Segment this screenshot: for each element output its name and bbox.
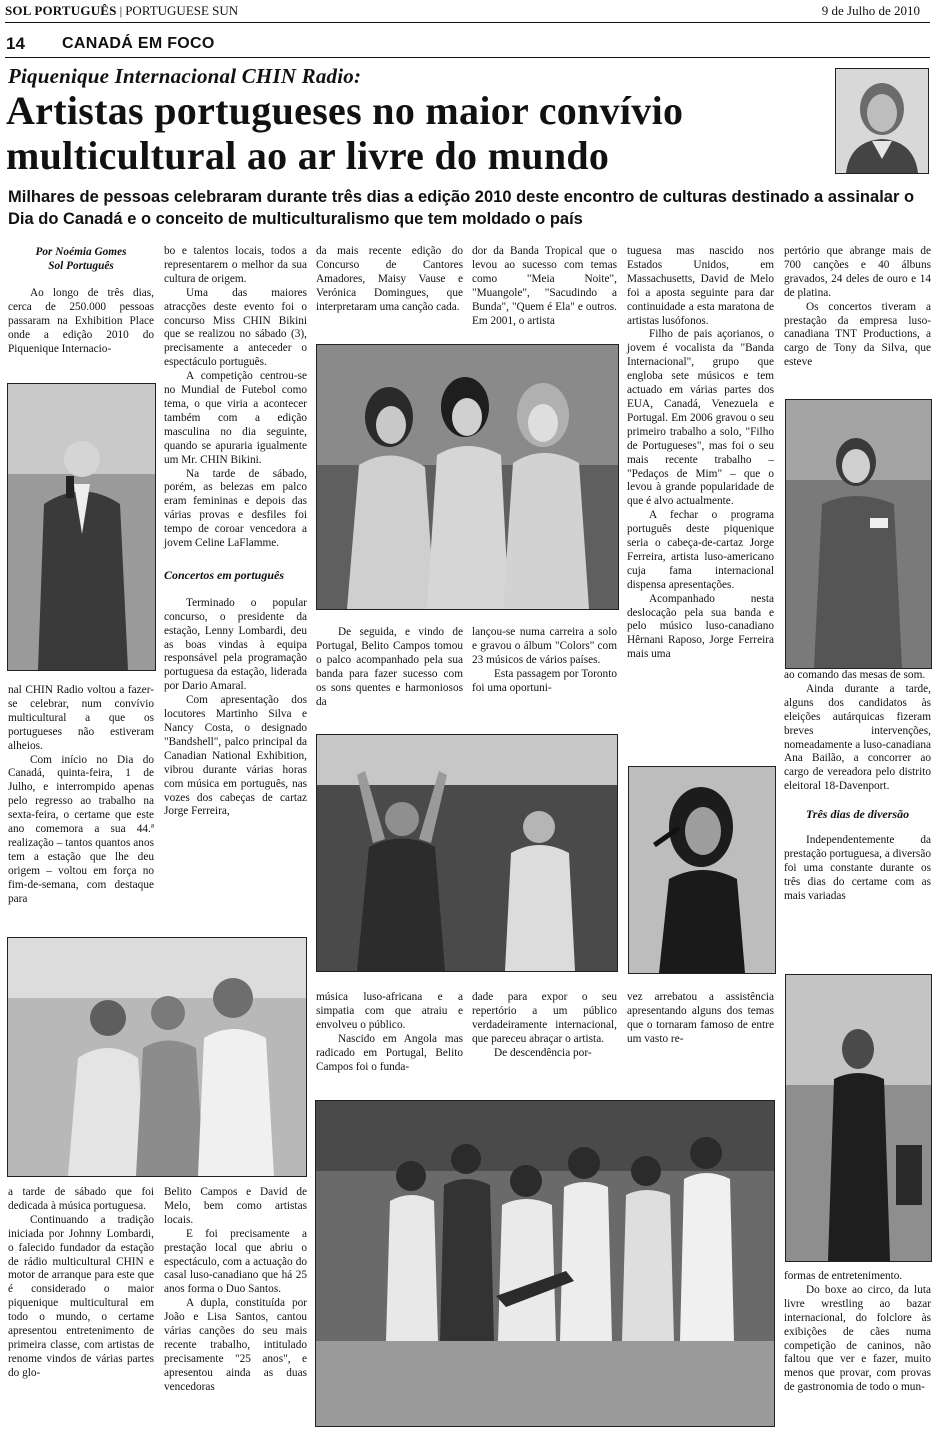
page-number: 14 [6, 34, 25, 53]
photo-band-on-stage [315, 1100, 775, 1427]
paragraph: De descendência por- [494, 1046, 592, 1059]
publication-name-en: PORTUGUESE SUN [125, 3, 239, 18]
paragraph: Na tarde de sábado, porém, as belezas em palco eram femininas e depois das várias provas e desfiles foi tempo de coroar vencedora a jovem Celine LaFlamme. [164, 467, 307, 550]
paragraph: ao comando das mesas de som. [784, 669, 926, 681]
paragraph: formas de entretenimento. [784, 1270, 903, 1282]
paragraph: Ao longo de três dias, cerca de 250.000 pessoas passaram na Exhibition Place onde a edição 2010 do Piquenique Internacio- [8, 287, 154, 355]
paragraph: vez arrebatou a assistência apresentando alguns dos temas que o tornaram famoso de entre um vasto re- [627, 991, 774, 1045]
paragraph: tuguesa mas nascido nos Estados Unidos, em Massachusetts, David de Melo foi a aposta seguinte para dar continuidade a esta maratona de artistas lusófonos. [627, 245, 774, 327]
photo-presenter [7, 383, 156, 671]
paragraph: Nascido em Angola mas radicado em Portugal, Belito Campos foi o funda- [316, 1032, 463, 1073]
paragraph: De seguida, e vindo de Portugal, Belito Campos tomou o palco acompanhado pela sua banda para fazer sucesso com os sons quentes e harmoniosos da [316, 626, 463, 708]
paragraph: Belito Campos e David de Melo, bem como artistas locais. [164, 1186, 307, 1226]
column-2-bottom [164, 1186, 307, 1395]
paragraph: Com apresentação dos locutores Martinho Silva e Nancy Costa, o designado "Bandshell", palco principal da Canadian National Exhibition, vibrou durante várias horas com música em português, nas vozes dos cabeças de cartaz Jorge Ferreira, [164, 694, 307, 818]
paragraph: Continuando a tradição iniciada por Johnny Lombardi, o falecido fundador da estação de rádio multicultural CHIN e motor de arranque para este que é considerado o maior piquenique multicultural em todo o mundo, o certame apresentou entretenimento de primeira classe, com artistas de renome vindos de várias partes do glo- [8, 1213, 154, 1379]
photo-bikini-contest [316, 344, 619, 610]
column-3-top [316, 245, 463, 315]
column-5-bottom [627, 991, 774, 1047]
column-3-middle [316, 626, 463, 709]
paragraph: Ainda durante a tarde, alguns dos candidatos às eleições autárquicas fizeram breves intervenções, nomeadamente a luso-canadiana Ana Bailão, a concorrer ao cargo de vereadora pelo distrito eleitoral 18-Davenport. [784, 682, 931, 793]
header-separator: | [119, 3, 123, 18]
author-portrait [835, 68, 929, 174]
column-3-bottom [316, 991, 463, 1074]
publication-name: SOL PORTUGUÊS [5, 3, 117, 18]
section-title: CANADÁ EM FOCO [62, 35, 215, 52]
photo-singer-curly-hair [628, 766, 776, 974]
column-4-top [472, 245, 617, 328]
paragraph: Do boxe ao circo, da luta livre wrestling ao bazar internacional, do folclore às exibições de cães numa competição de caninos, não faltou que ver e fazer, muito menos que provar, com provas de gastronomia de todo o mun- [784, 1283, 931, 1394]
paragraph: A dupla, constituída por João e Lisa Santos, cantou várias canções do seu mais recente trabalho, intitulado precisamente "25 anos", e apresentou ainda as duas vencedoras [164, 1297, 307, 1393]
photo-young-singer [785, 974, 932, 1262]
column-1-bottom [8, 1186, 154, 1381]
paragraph: A competição centrou-se no Mundial de Futebol como tema, o que viria a acontecer também com a edição masculina no dia seguinte, quando se apuraria igualmente um Mr. CHIN Bikini. [164, 370, 307, 466]
paragraph: Filho de pais açorianos, o jovem é vocalista da "Banda Internacional", grupo que engloba sete músicos e tem actuado em várias partes dos EUA, Canadá, Venezuela e Portugal. Em 2006 gravou o seu primeiro trabalho a solo, "Filho de Portugueses", mas foi o seu mais recente trabalho – "Pedaços de Mim" – que o levou à grande popularidade de que é alvo actualmente. [627, 328, 774, 508]
article-kicker: Piquenique Internacional CHIN Radio: [8, 64, 362, 88]
paragraph: dor da Banda Tropical que o levou ao sucesso com temas como "Meia Noite", "Muangole", "Sacudindo a Bunda", "Quem é Ela" e outros. Em 2001, o artista [472, 245, 617, 327]
column-6-top [784, 245, 931, 370]
paragraph: Terminado o popular concurso, o presidente da estação, Lenny Lombardi, deu as boas vindas à equipa responsável pela programação portuguesa da estação, liderada por Dario Amaral. [164, 596, 307, 693]
column-4-middle [472, 626, 617, 696]
paragraph: Esta passagem por Toronto foi uma oportuni- [472, 667, 617, 694]
column-1-middle [8, 684, 154, 907]
column-1-top [8, 245, 154, 357]
column-6-middle [784, 669, 931, 904]
paragraph: música luso-africana e a simpatia com que atraiu e envolveu o público. [316, 991, 463, 1031]
article-headline: Artistas portugueses no maior convívio multicultural ao ar livre do mundo [6, 88, 684, 178]
header-rule [5, 22, 930, 23]
paragraph: nal CHIN Radio voltou a fazer-se celebrar, num convívio multicultural a que os portugueses não estiveram alheios. [8, 684, 154, 752]
subhead-concertos: Concertos em português [164, 567, 285, 582]
paragraph: Uma das maiores atracções deste evento foi o concurso Miss CHIN Bikini que se realizou no sábado (3), precisamente a anteceder o espectáculo português. [164, 286, 307, 369]
photo-singer-glasses [785, 399, 932, 669]
column-6-bottom [784, 1270, 931, 1395]
paragraph: lançou-se numa carreira a solo e gravou o álbum "Colors" com 23 músicos de vários países. [472, 626, 617, 666]
paragraph: da mais recente edição do Concurso de Cantores Amadores, Maisy Vause e Verónica Domingues, que interpretaram uma canção cada. [316, 245, 463, 313]
paragraph: pertório que abrange mais de 700 canções e 40 álbuns gravados, 24 deles de ouro e 14 de platina. [784, 245, 931, 299]
section-rule [5, 57, 930, 58]
paragraph: E foi precisamente a prestação local que abriu o espectáculo, com a actuação do casal luso-canadiano que há 25 anos forma o Duo Santos. [164, 1227, 307, 1296]
paragraph: A fechar o programa português deste piquenique seria o cabeça-de-cartaz Jorge Ferreira, artista luso-americano cuja fama internacional dispensa apresentações. [627, 509, 774, 591]
issue-date: 9 de Julho de 2010 [821, 3, 920, 18]
article-lede: Milhares de pessoas celebraram durante três dias a edição 2010 deste encontro de culturas destinado a assinalar o Dia do Canadá e o conceito de multiculturalismo que tem moldado o país [8, 188, 915, 228]
paragraph: Com início no Dia do Canadá, quinta-feira, 1 de Julho, e interrompido apenas pelo regresso ao trabalho na sexta-feira, o certame que este ano comemora a sua 44.ª realização – tantos quantos anos tem a estação que lhe deu origem – voltou em força no fim-de-semana, com destaque para [8, 753, 154, 905]
column-4-bottom [472, 991, 617, 1061]
paragraph: a tarde de sábado que foi dedicada à música portuguesa. [8, 1186, 154, 1212]
column-5-top [627, 245, 774, 662]
paragraph: Independentemente da prestação portuguesa, a diversão foi uma constante durante os três dias do certame com as mais variadas [784, 834, 931, 902]
paragraph: bo e talentos locais, todos a representarem o melhor da sua cultura de origem. [164, 245, 307, 285]
paragraph: Acompanhado nesta deslocação pela sua banda e pelo músico luso-canadiano Hêrnani Raposo, Jorge Ferreira mais uma [627, 592, 774, 661]
photo-group-three [7, 937, 307, 1177]
subhead-tres-dias: Três dias de diversão [805, 807, 910, 822]
column-2-top [164, 245, 307, 819]
page-header [5, 3, 930, 21]
photo-belito-campos [316, 734, 618, 972]
byline-publication: Sol Português [48, 260, 114, 272]
paragraph: Os concertos tiveram a prestação da empresa luso-canadiana TNT Productions, a cargo de Tony da Silva, que esteve [784, 300, 931, 369]
paragraph: dade para expor o seu repertório a um público verdadeiramente internacional, que pareceu abraçar o artista. [472, 991, 617, 1045]
byline-author: Por Noémia Gomes [35, 246, 127, 258]
